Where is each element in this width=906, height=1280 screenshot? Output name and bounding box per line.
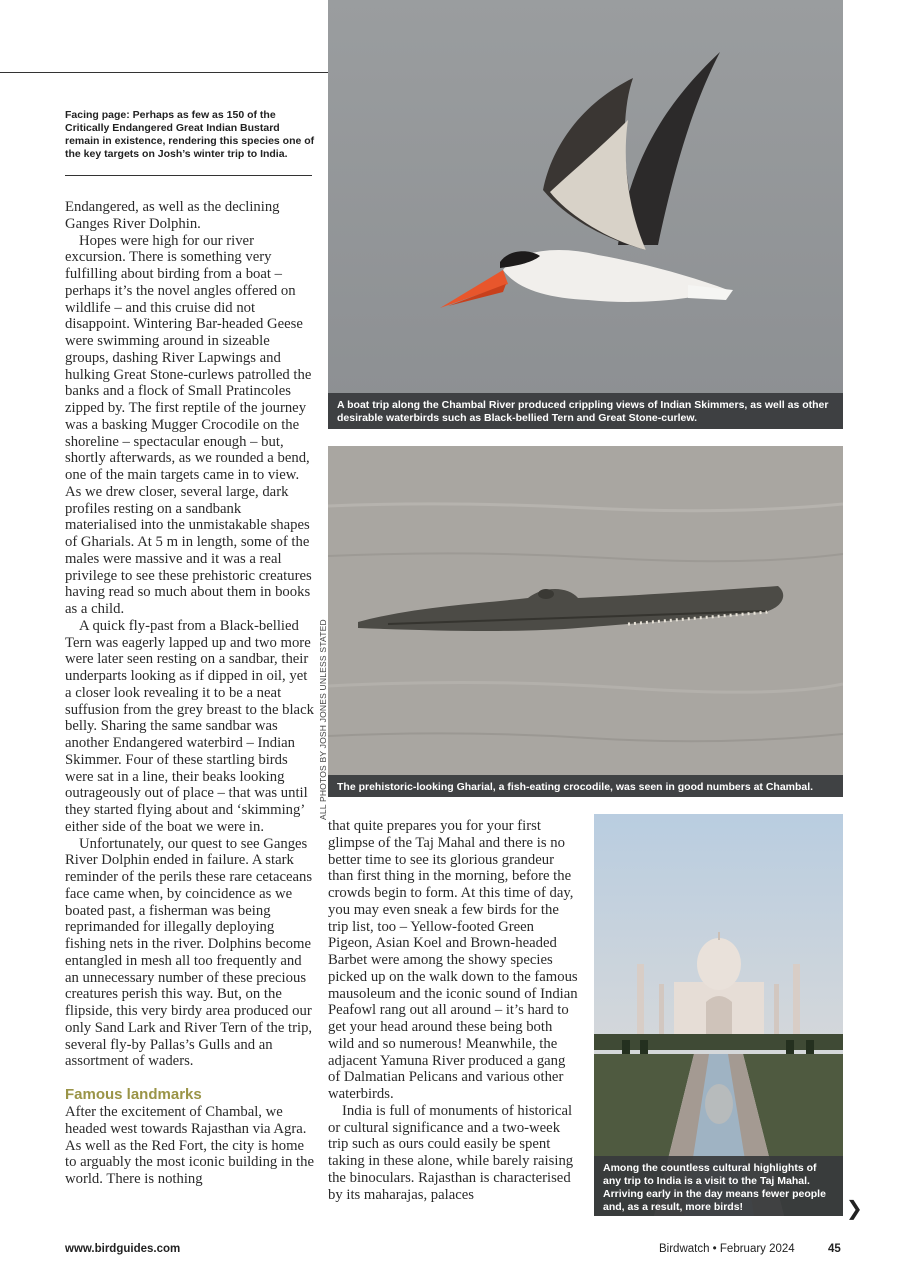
paragraph: After the excitement of Chambal, we headed west towards Rajasthan via Agra. As well as the Red Fort, the city is home to arguably the most iconic building in the world. There is nothing: [65, 1104, 314, 1187]
paragraph: Endangered, as well as the declining Ganges River Dolphin.: [65, 199, 280, 232]
subheading-famous-landmarks: Famous landmarks: [65, 1086, 202, 1103]
body-column-1: [65, 199, 315, 1188]
paragraph: A quick fly-past from a Black-bellied Tern was eagerly lapped up and two more were later seen resting on a sandbar, their underparts looking as if dipped in oil, yet a closer look revealing it to be a neat suffusion from the grey breast to the black belly. Sharing the same sandbar was another Endangered waterbird – Indian Skimmer. Four of these startling birds were sat in a line, their beaks looking outrageously out of place – that was until they started flying about and ‘skimming’ either side of the boat we were in.: [65, 617, 314, 835]
body-column-2: [328, 818, 580, 1203]
gharial-photo: [328, 446, 843, 797]
footer-url: www.birdguides.com: [65, 1243, 181, 1255]
chevron-right-icon: ❯: [846, 1196, 863, 1220]
taj-mahal-photo: [594, 814, 843, 1216]
indian-skimmer-photo: [328, 0, 843, 429]
footer-magazine: Birdwatch • February 2024: [659, 1243, 795, 1255]
paragraph: India is full of monuments of historical or cultural significance and a two-week trip such as ours could easily be spent taking in these alone, while barely raising the binoculars. Rajasthan is characterised by its maharajas, palaces: [328, 1102, 574, 1203]
facing-page-caption: Facing page: Perhaps as few as 150 of the Critically Endangered Great Indian Bustard remain in existence, rendering this species one of the key targets on Josh’s winter trip to India.: [65, 109, 315, 160]
top-rule: [0, 72, 328, 73]
caption-rule: [65, 175, 312, 176]
gharial-caption: The prehistoric-looking Gharial, a fish-eating crocodile, was seen in good numbers at Chambal.: [328, 775, 843, 797]
paragraph: Hopes were high for our river excursion. There is something very fulfilling about birding from a boat – perhaps it’s the novel angles offered on wildlife – and this cruise did not disappoint. Wintering Bar-headed Geese were swimming around in sizeable groups, dashing River Lapwings and hulking Great Stone-curlews patrolled the banks and a flock of Small Pratincoles zipped by. The first reptile of the journey was a basking Mugger Crocodile on the shoreline – spectacular enough – but, shortly afterwards, as we rounded a bend, one of the main targets came in to view. As we drew closer, several large, dark profiles resting on a sandbank materialised into the unmistakable shapes of Gharials. At 5 m in length, some of the males were massive and it was a real privilege to see these prehistoric creatures having read so much about them in books as a child.: [65, 232, 312, 617]
taj-mahal-caption: Among the countless cultural highlights of any trip to India is a visit to the Taj Mahal. Arriving early in the day means fewer people and, as a result, more birds!: [594, 1156, 843, 1216]
photo-credit: ALL PHOTOS BY JOSH JONES UNLESS STATED: [318, 619, 328, 820]
skimmer-image: [328, 0, 843, 429]
skimmer-caption: A boat trip along the Chambal River produced crippling views of Indian Skimmers, as well as other desirable waterbirds such as Black-bellied Tern and Great Stone-curlew.: [328, 393, 843, 429]
paragraph: Unfortunately, our quest to see Ganges River Dolphin ended in failure. A stark reminder of the perils these rare cetaceans face came when, by coincidence as we boated past, a fisherman was being reprimanded for illegally deploying fishing nets in the river. Dolphins become entangled in mesh all too frequently and an unnecessary number of these precious creatures perish this way. But, on the flipside, this very birdy area produced our only Sand Lark and River Tern of the trip, several fly-by Pallas’s Gulls and an assortment of waders.: [65, 835, 313, 1070]
page-number: 45: [828, 1243, 841, 1255]
paragraph: that quite prepares you for your first glimpse of the Taj Mahal and there is no better time to see its glorious grandeur than first thing in the morning, before the crowds begin to form. At this time of day, you may even sneak a few birds for the trip list, too – Yellow-footed Green Pigeon, Asian Koel and Brown-headed Barbet were among the showy species picked up on the walk down to the famous mausoleum and the iconic sound of Indian Peafowl rang out all around – it’s hard to get your head around these being both wild and so numerous! Meanwhile, the adjacent Yamuna River produced a gang of Dalmatian Pelicans and various other waterbirds.: [328, 818, 578, 1102]
gharial-image: [328, 446, 843, 797]
